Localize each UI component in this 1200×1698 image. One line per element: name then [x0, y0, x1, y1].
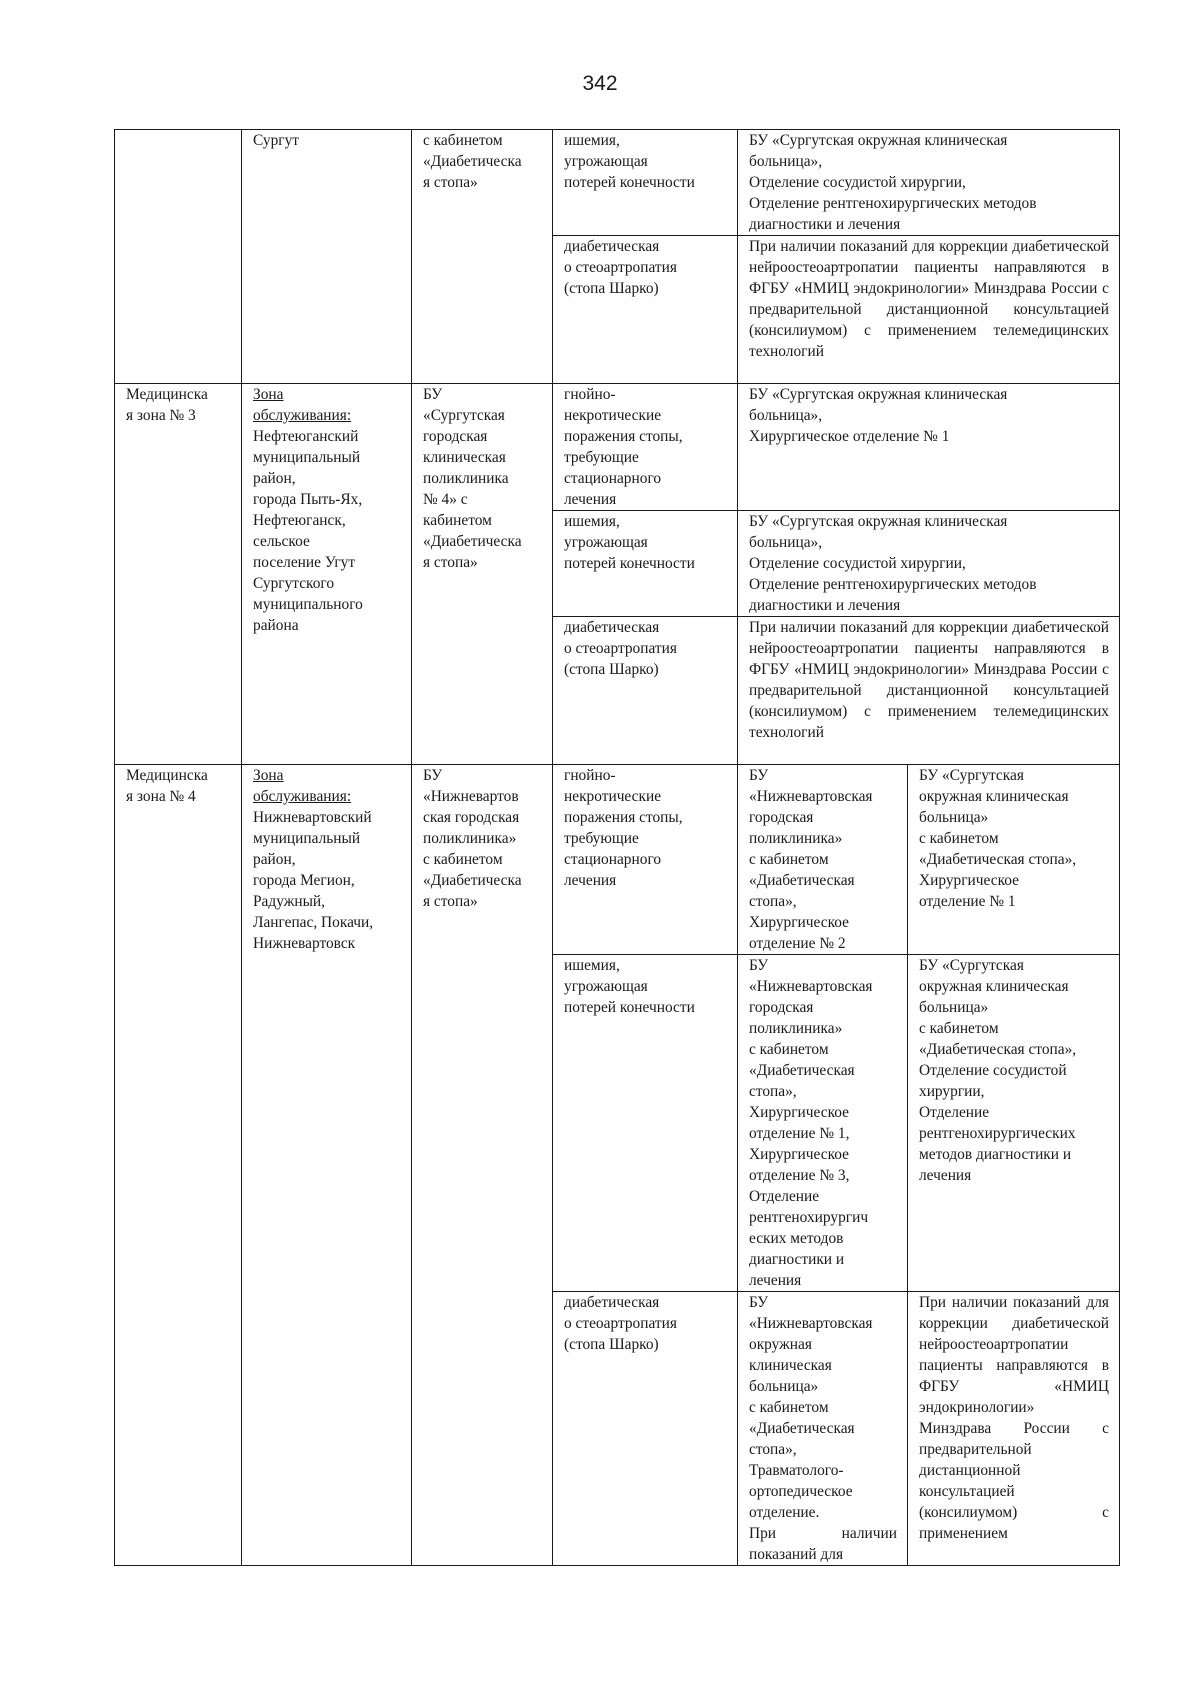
- zone-cell: Медицинска я зона № 4: [115, 765, 242, 1566]
- institution-cell: БУ «Сургутская городская клиническая поликлиника № 4» с кабинетом «Диабетическа я стопа»: [412, 384, 553, 765]
- level2-referral-cell: БУ «Сургутская окружная клиническая больница» с кабинетом «Диабетическая стопа», Хирургическое отделение № 1: [908, 765, 1120, 955]
- level2-referral-cell: При наличии показаний для коррекции диабетической нейроостеоартропатии пациенты направляются в ФГБУ «НМИЦ эндокринологии» Минздрава России с предварительной дистанционной консультацией (консилиумом) с применением: [908, 1292, 1120, 1566]
- referral-cell: БУ «Сургутская окружная клиническая больница», Отделение сосудистой хирургии, Отделение рентгенохирургических методов диагностики и лечения: [738, 511, 1120, 617]
- condition-cell: гнойно- некротические поражения стопы, требующие стационарного лечения: [553, 765, 738, 955]
- level1-referral-continuation: При наличии показаний для: [749, 1525, 897, 1563]
- referral-cell: При наличии показаний для коррекции диабетической нейроостеоартропатии пациенты направляются в ФГБУ «НМИЦ эндокринологии» Минздрава России с предварительной дистанционной консультацией (консилиумом) с применением телемедицинских технологий: [738, 236, 1120, 384]
- institution-cell: с кабинетом «Диабетическа я стопа»: [412, 130, 553, 384]
- referral-cell: БУ «Сургутская окружная клиническая больница», Отделение сосудистой хирургии, Отделение рентгенохирургических методов диагностики и лечения: [738, 130, 1120, 236]
- referral-cell: При наличии показаний для коррекции диабетической нейроостеоартропатии пациенты направляются в ФГБУ «НМИЦ эндокринологии» Минздрава России с предварительной дистанционной консультацией (консилиумом) с применением телемедицинских технологий: [738, 617, 1120, 765]
- table-row: [115, 765, 1120, 955]
- zone-cell: [115, 130, 242, 384]
- level2-referral-cell: БУ «Сургутская окружная клиническая больница» с кабинетом «Диабетическая стопа», Отделение сосудистой хирургии, Отделение рентгенохирургических методов диагностики и лечения: [908, 955, 1120, 1292]
- referral-cell: БУ «Сургутская окружная клиническая больница», Хирургическое отделение № 1: [738, 384, 1120, 511]
- condition-cell: ишемия, угрожающая потерей конечности: [553, 511, 738, 617]
- service-area-heading: Зона обслуживания:: [253, 767, 352, 805]
- condition-cell: ишемия, угрожающая потерей конечности: [553, 130, 738, 236]
- service-area-cell: Зона обслуживания: Нижневартовский муниципальный район, города Мегион, Радужный, Лангепас, Покачи, Нижневартовск: [242, 765, 412, 1566]
- institution-cell: БУ «Нижневартов ская городская поликлиника» с кабинетом «Диабетическа я стопа»: [412, 765, 553, 1566]
- condition-cell: ишемия, угрожающая потерей конечности: [553, 955, 738, 1292]
- level1-referral-cell: БУ «Нижневартовская окружная клиническая больница» с кабинетом «Диабетическая стопа», Травматолого- ортопедическое отделение. При наличии показаний для: [738, 1292, 908, 1566]
- condition-cell: диабетическая о стеоартропатия (стопа Шарко): [553, 1292, 738, 1566]
- condition-cell: диабетическая о стеоартропатия (стопа Шарко): [553, 617, 738, 765]
- service-area-cell: Зона обслуживания: Нефтеюганский муниципальный район, города Пыть-Ях, Нефтеюганск, сельское поселение Угут Сургутского муниципального района: [242, 384, 412, 765]
- table-row: [115, 384, 1120, 511]
- service-area-cell: Сургут: [242, 130, 412, 384]
- condition-cell: диабетическая о стеоартропатия (стопа Шарко): [553, 236, 738, 384]
- care-routing-table: [114, 129, 1120, 1566]
- page-number: 342: [582, 72, 618, 95]
- level1-referral-cell: БУ «Нижневартовская городская поликлиника» с кабинетом «Диабетическая стопа», Хирургическое отделение № 1, Хирургическое отделение № 3, Отделение рентгенохирургич еских методов диагностики и лечения: [738, 955, 908, 1292]
- condition-cell: гнойно- некротические поражения стопы, требующие стационарного лечения: [553, 384, 738, 511]
- table-row: [115, 130, 1120, 236]
- level1-referral-cell: БУ «Нижневартовская городская поликлиника» с кабинетом «Диабетическая стопа», Хирургическое отделение № 2: [738, 765, 908, 955]
- zone-cell: Медицинска я зона № 3: [115, 384, 242, 765]
- service-area-heading: Зона обслуживания:: [253, 386, 352, 424]
